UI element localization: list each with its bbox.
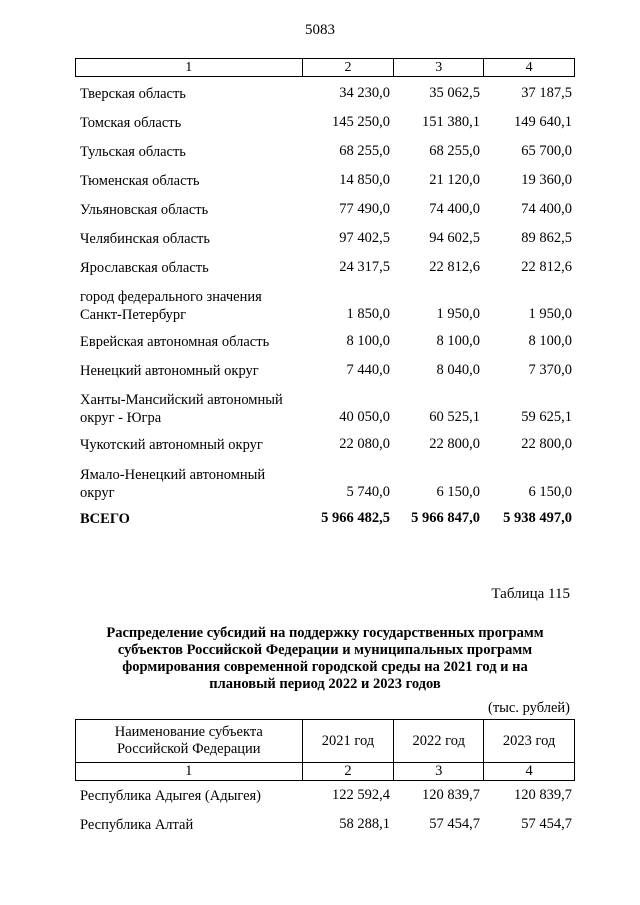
value-2021: 7 440,0 [346, 362, 390, 378]
value-2023: 22 812,6 [521, 259, 572, 275]
value-2022: 60 525,1 [429, 409, 480, 425]
region-name-line: Тюменская область [80, 173, 200, 189]
value-2023: 1 950,0 [528, 306, 572, 322]
region-name: Республика Адыгея (Адыгея) [80, 788, 262, 804]
value-2022: 6 150,0 [436, 484, 480, 500]
value-2021: 122 592,4 [332, 787, 390, 803]
caption-line: формирования современной городской среды на 2021 год и на [122, 659, 528, 675]
value-2022: 22 812,6 [429, 259, 480, 275]
units-label: (тыс. рублей) [488, 700, 570, 716]
value-2021: 24 317,5 [339, 259, 390, 275]
value-2023: 89 862,5 [521, 230, 572, 246]
caption-line: Распределение субсидий на поддержку государственных программ [106, 625, 544, 641]
value-2023: 57 454,7 [521, 816, 572, 832]
region-name [80, 201, 295, 219]
value-2021: 68 255,0 [339, 143, 390, 159]
page-number: 5083 [305, 22, 335, 38]
region-name: Республика Алтай [80, 817, 194, 833]
value-2022: 57 454,7 [429, 816, 480, 832]
region-name [80, 436, 295, 454]
region-name-line: город федерального значения [80, 289, 262, 305]
region-name [80, 391, 295, 427]
region-name [80, 288, 295, 324]
column-number: 2 [302, 59, 394, 77]
value-2022: 8 100,0 [436, 333, 480, 349]
header-year: 2021 год [302, 720, 394, 763]
value-2022: 151 380,1 [422, 114, 480, 130]
value-2023: 65 700,0 [521, 143, 572, 159]
value-2021: 77 490,0 [339, 201, 390, 217]
value-2021: 58 288,1 [339, 816, 390, 832]
column-number: 1 [76, 763, 303, 781]
value-2022: 8 040,0 [436, 362, 480, 378]
region-name-line: Челябинская область [80, 231, 210, 247]
region-name [80, 143, 295, 161]
region-name-line: Еврейская автономная область [80, 334, 270, 350]
region-name-line: Чукотский автономный округ [80, 437, 263, 453]
total-2021: 5 966 482,5 [321, 510, 390, 526]
column-number: 4 [484, 763, 575, 781]
value-2022: 22 800,0 [429, 436, 480, 452]
region-name-line: Ханты-Мансийский автономный [80, 392, 283, 408]
value-2023: 74 400,0 [521, 201, 572, 217]
region-name-line: Ненецкий автономный округ [80, 363, 259, 379]
region-name-line: Тверская область [80, 86, 186, 102]
value-2022: 74 400,0 [429, 201, 480, 217]
region-name-line: Томская область [80, 115, 182, 131]
value-2021: 8 100,0 [346, 333, 390, 349]
value-2021: 14 850,0 [339, 172, 390, 188]
region-name [80, 230, 295, 248]
value-2021: 40 050,0 [339, 409, 390, 425]
value-2023: 22 800,0 [521, 436, 572, 452]
header-subject-name [76, 720, 303, 763]
column-number: 2 [302, 763, 394, 781]
region-name-line: Ямало-Ненецкий автономный [80, 467, 266, 483]
value-2021: 22 080,0 [339, 436, 390, 452]
value-2022: 68 255,0 [429, 143, 480, 159]
value-2023: 6 150,0 [528, 484, 572, 500]
header-line: Наименование субъекта [114, 724, 263, 740]
column-number: 1 [76, 59, 303, 77]
value-2021: 1 850,0 [346, 306, 390, 322]
value-2023: 149 640,1 [514, 114, 572, 130]
value-2021: 145 250,0 [332, 114, 390, 130]
table-number: Таблица 115 [491, 586, 570, 602]
value-2022: 120 839,7 [422, 787, 480, 803]
column-number: 3 [394, 59, 484, 77]
column-number: 3 [394, 763, 484, 781]
region-name-line: Санкт-Петербург [80, 307, 187, 323]
caption-line: плановый период 2022 и 2023 годов [209, 676, 441, 692]
region-name [80, 259, 295, 277]
value-2021: 34 230,0 [339, 85, 390, 101]
total-2023: 5 938 497,0 [503, 510, 572, 526]
value-2022: 94 602,5 [429, 230, 480, 246]
value-2023: 7 370,0 [528, 362, 572, 378]
table-115-header [75, 719, 575, 781]
value-2021: 97 402,5 [339, 230, 390, 246]
header-year: 2022 год [394, 720, 484, 763]
region-name [80, 85, 295, 103]
value-2022: 1 950,0 [436, 306, 480, 322]
value-2022: 21 120,0 [429, 172, 480, 188]
region-name [80, 333, 295, 351]
value-2021: 5 740,0 [346, 484, 390, 500]
value-2023: 120 839,7 [514, 787, 572, 803]
region-name [80, 114, 295, 132]
value-2023: 8 100,0 [528, 333, 572, 349]
value-2023: 59 625,1 [521, 409, 572, 425]
header-line: Российской Федерации [116, 741, 261, 757]
column-number: 4 [484, 59, 575, 77]
total-label: ВСЕГО [80, 511, 130, 527]
value-2023: 37 187,5 [521, 85, 572, 101]
region-name-line: Ярославская область [80, 260, 209, 276]
table-caption [80, 625, 570, 693]
region-name-line: Тульская область [80, 144, 186, 160]
value-2022: 35 062,5 [429, 85, 480, 101]
region-name-line: округ - Югра [80, 410, 162, 426]
region-name [80, 172, 295, 190]
caption-line: субъектов Российской Федерации и муниципальных программ [117, 642, 533, 658]
region-name [80, 466, 295, 502]
region-name-line: Ульяновская область [80, 202, 209, 218]
header-year: 2023 год [484, 720, 575, 763]
region-name [80, 362, 295, 380]
total-2022: 5 966 847,0 [411, 510, 480, 526]
region-name-line: округ [80, 485, 115, 501]
value-2023: 19 360,0 [521, 172, 572, 188]
column-numbers-header [75, 58, 575, 77]
